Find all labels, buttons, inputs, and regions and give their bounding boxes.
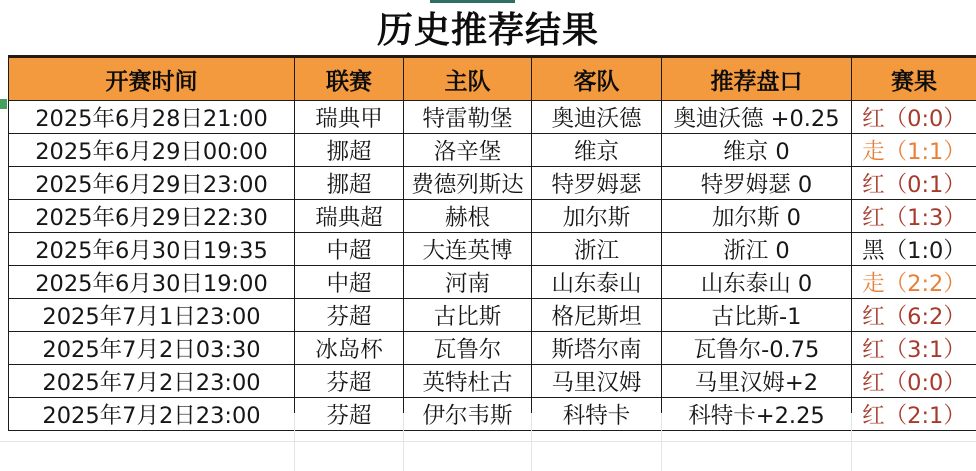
header-handicap[interactable]: 推荐盘口 — [662, 57, 852, 101]
away-team-cell[interactable]: 马里汉姆 — [532, 365, 662, 398]
home-team-cell[interactable]: 费德列斯达 — [404, 167, 532, 200]
away-team-cell[interactable]: 斯塔尔南 — [532, 332, 662, 365]
league-cell[interactable]: 中超 — [295, 233, 404, 266]
home-team-cell[interactable]: 伊尔韦斯 — [404, 398, 532, 431]
result-cell[interactable]: 黑（1:0） — [852, 233, 976, 266]
home-team-cell[interactable]: 瓦鲁尔 — [404, 332, 532, 365]
header-away-team[interactable]: 客队 — [532, 57, 662, 101]
result-cell[interactable]: 红（1:3） — [852, 200, 976, 233]
header-home-team[interactable]: 主队 — [404, 57, 532, 101]
header-row — [9, 57, 976, 101]
table-row — [9, 134, 976, 167]
away-team-cell[interactable]: 科特卡 — [532, 398, 662, 431]
header-result[interactable]: 赛果 — [852, 57, 976, 101]
time-cell[interactable]: 2025年7月2日03:30 — [9, 332, 295, 365]
result-cell[interactable]: 走（1:1） — [852, 134, 976, 167]
handicap-cell[interactable]: 浙江 0 — [662, 233, 852, 266]
table-row — [9, 299, 976, 332]
handicap-cell[interactable]: 维京 0 — [662, 134, 852, 167]
table-row — [9, 398, 976, 431]
away-team-cell[interactable]: 特罗姆瑟 — [532, 167, 662, 200]
away-team-cell[interactable]: 浙江 — [532, 233, 662, 266]
home-team-cell[interactable]: 古比斯 — [404, 299, 532, 332]
home-team-cell[interactable]: 大连英博 — [404, 233, 532, 266]
time-cell[interactable]: 2025年7月1日23:00 — [9, 299, 295, 332]
result-cell[interactable]: 红（0:0） — [852, 101, 976, 134]
empty-grid-line — [403, 413, 404, 471]
result-cell[interactable]: 红（0:0） — [852, 365, 976, 398]
handicap-cell[interactable]: 特罗姆瑟 0 — [662, 167, 852, 200]
handicap-cell[interactable]: 科特卡+2.25 — [662, 398, 852, 431]
handicap-cell[interactable]: 奥迪沃德 +0.25 — [662, 101, 852, 134]
home-team-cell[interactable]: 特雷勒堡 — [404, 101, 532, 134]
handicap-cell[interactable]: 马里汉姆+2 — [662, 365, 852, 398]
time-cell[interactable]: 2025年6月30日19:00 — [9, 266, 295, 299]
away-team-cell[interactable]: 奥迪沃德 — [532, 101, 662, 134]
handicap-cell[interactable]: 瓦鲁尔-0.75 — [662, 332, 852, 365]
empty-grid-line — [531, 413, 532, 471]
header-league[interactable]: 联赛 — [295, 57, 404, 101]
handicap-cell[interactable]: 加尔斯 0 — [662, 200, 852, 233]
league-cell[interactable]: 中超 — [295, 266, 404, 299]
table-row — [9, 266, 976, 299]
table-row — [9, 101, 976, 134]
time-cell[interactable]: 2025年6月29日00:00 — [9, 134, 295, 167]
league-cell[interactable]: 瑞典甲 — [295, 101, 404, 134]
time-cell[interactable]: 2025年6月30日19:35 — [9, 233, 295, 266]
home-team-cell[interactable]: 河南 — [404, 266, 532, 299]
table-row — [9, 233, 976, 266]
table-row — [9, 167, 976, 200]
time-cell[interactable]: 2025年7月2日23:00 — [9, 398, 295, 431]
time-cell[interactable]: 2025年6月29日23:00 — [9, 167, 295, 200]
handicap-cell[interactable]: 古比斯-1 — [662, 299, 852, 332]
empty-grid-line — [0, 441, 976, 442]
away-team-cell[interactable]: 格尼斯坦 — [532, 299, 662, 332]
time-cell[interactable]: 2025年6月29日22:30 — [9, 200, 295, 233]
league-cell[interactable]: 芬超 — [295, 365, 404, 398]
handicap-cell[interactable]: 山东泰山 0 — [662, 266, 852, 299]
away-team-cell[interactable]: 山东泰山 — [532, 266, 662, 299]
home-team-cell[interactable]: 英特杜古 — [404, 365, 532, 398]
result-cell[interactable]: 红（0:1） — [852, 167, 976, 200]
table-row — [9, 200, 976, 233]
time-cell[interactable]: 2025年7月2日23:00 — [9, 365, 295, 398]
away-team-cell[interactable]: 维京 — [532, 134, 662, 167]
result-cell[interactable]: 红（2:1） — [852, 398, 976, 431]
empty-grid-line — [851, 413, 852, 471]
league-cell[interactable]: 芬超 — [295, 299, 404, 332]
result-cell[interactable]: 走（2:2） — [852, 266, 976, 299]
home-team-cell[interactable]: 赫根 — [404, 200, 532, 233]
time-cell[interactable]: 2025年6月28日21:00 — [9, 101, 295, 134]
result-cell[interactable]: 红（6:2） — [852, 299, 976, 332]
table-row — [9, 332, 976, 365]
home-team-cell[interactable]: 洛辛堡 — [404, 134, 532, 167]
header-time[interactable]: 开赛时间 — [9, 57, 295, 101]
selection-indicator — [0, 99, 7, 109]
league-cell[interactable]: 挪超 — [295, 134, 404, 167]
league-cell[interactable]: 冰岛杯 — [295, 332, 404, 365]
empty-grid-line — [294, 413, 295, 471]
page-title: 历史推荐结果 — [376, 10, 599, 51]
league-cell[interactable]: 挪超 — [295, 167, 404, 200]
result-cell[interactable]: 红（3:1） — [852, 332, 976, 365]
away-team-cell[interactable]: 加尔斯 — [532, 200, 662, 233]
results-table — [8, 55, 976, 431]
empty-grid-line — [661, 413, 662, 471]
table-row — [9, 365, 976, 398]
league-cell[interactable]: 芬超 — [295, 398, 404, 431]
league-cell[interactable]: 瑞典超 — [295, 200, 404, 233]
